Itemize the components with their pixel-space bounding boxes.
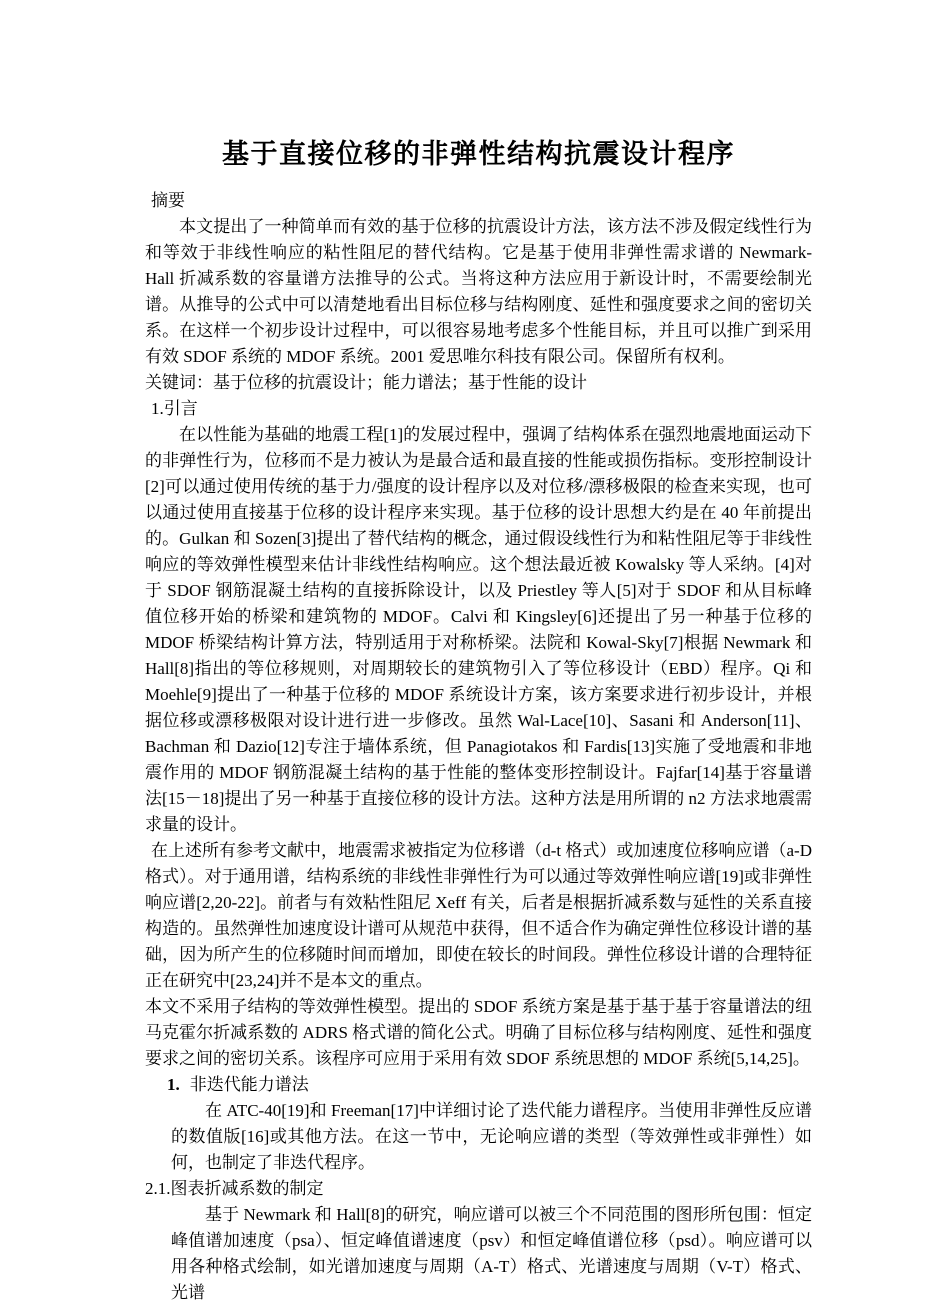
- capacity-spectrum-paragraph: 在 ATC-40[19]和 Freeman[17]中详细讨论了迭代能力谱程序。当使用非弹性反应谱的数值版[16]或其他方法。在这一节中，无论响应谱的类型（等效弹性或非弹性）如何，也制定了非迭代程序。: [171, 1101, 812, 1172]
- keywords-line: 关键词：基于位移的抗震设计；能力谱法；基于性能的设计: [145, 373, 587, 392]
- section-heading-capacity-spectrum: [145, 1072, 812, 1098]
- section-number: 1.: [167, 1075, 180, 1094]
- intro-paragraph-1: 在以性能为基础的地震工程[1]的发展过程中，强调了结构体系在强烈地震地面运动下的非弹性行为，位移而不是力被认为是最合适和最直接的性能或损伤指标。变形控制设计[2]可以通过使用传统的基于力/强度的设计程序以及对位移/漂移极限的检查来实现，也可以通过使用直接基于位移的设计程序来实现。基于位移的设计思想大约是在 40 年前提出的。Gulkan 和 Sozen[3]提出了替代结构的概念，通过假设线性行为和粘性阻尼等于非线性响应的等效弹性模型来估计非线性结构响应。这个想法最近被 Kowalsky 等人采纳。[4]对于 SDOF 钢筋混凝土结构的直接拆除设计，以及 Priestley 等人[5]对于 SDOF 和从目标峰值位移开始的桥梁和建筑物的 MDOF。Calvi 和 Kingsley[6]还提出了另一种基于位移的 MDOF 桥梁结构计算方法，特别适用于对称桥梁。法院和 Kowal-Sky[7]根据 Newmark 和 Hall[8]指出的等位移规则，对周期较长的建筑物引入了等位移设计（EBD）程序。Qi 和 Moehle[9]提出了一种基于位移的 MDOF 系统设计方案，该方案要求进行初步设计，并根据位移或漂移极限对设计进行进一步修改。虽然 Wal-Lace[10]、Sasani 和 Anderson[11]、Bachman 和 Dazio[12]专注于墙体系统，但 Panagiotakos 和 Fardis[13]实施了受地震和非地震作用的 MDOF 钢筋混凝土结构的基于性能的整体变形控制设计。Fajfar[14]基于容量谱法[15－18]提出了另一种基于直接位移的设计方法。这种方法是用所谓的 n2 方法求地震需求量的设计。: [145, 425, 812, 834]
- document-title: 基于直接位移的非弹性结构抗震设计程序: [222, 139, 735, 169]
- intro-paragraph-2: 在上述所有参考文献中，地震需求被指定为位移谱（d-t 格式）或加速度位移响应谱（a-D 格式）。对于通用谱，结构系统的非线性非弹性行为可以通过等效弹性响应谱[19]或非弹性响应谱[2,20-22]。前者与有效粘性阻尼 Xeff 有关，后者是根据折减系数与延性的关系直接构造的。虽然弹性加速度设计谱可从规范中获得，但不适合作为确定弹性位移设计谱的基础，因为所产生的位移随时间而增加，即使在较长的时间段。弹性位移设计谱的合理特征正在研究中[23,24]并不是本文的重点。: [145, 841, 812, 990]
- abstract-paragraph: 本文提出了一种简单而有效的基于位移的抗震设计方法，该方法不涉及假定线性行为和等效于非线性响应的粘性阻尼的替代结构。它是基于使用非弹性需求谱的 Newmark-Hall 折减系数的容量谱方法推导的公式。当将这种方法应用于新设计时，不需要绘制光谱。从推导的公式中可以清楚地看出目标位移与结构刚度、延性和强度要求之间的密切关系。在这样一个初步设计过程中，可以很容易地考虑多个性能目标，并且可以推广到采用有效 SDOF 系统的 MDOF 系统。2001 爱思唯尔科技有限公司。保留所有权利。: [145, 217, 812, 366]
- section-heading-introduction: 1.引言: [151, 399, 198, 418]
- reduction-factors-paragraph: 基于 Newmark 和 Hall[8]的研究，响应谱可以被三个不同范围的图形所包围：恒定峰值谱加速度（psa）、恒定峰值谱速度（psv）和恒定峰值谱位移（psd）。响应谱可以用各种格式绘制，如光谱加速度与周期（A-T）格式、光谱速度与周期（V-T）格式、光谱: [171, 1205, 812, 1302]
- intro-paragraph-3: 本文不采用子结构的等效弹性模型。提出的 SDOF 系统方案是基于基于基于容量谱法的纽马克霍尔折减系数的 ADRS 格式谱的简化公式。明确了目标位移与结构刚度、延性和强度要求之间的密切关系。该程序可应用于采用有效 SDOF 系统思想的 MDOF 系统[5,14,25]。: [145, 997, 812, 1068]
- subsection-heading-reduction-factors: 2.1.图表折减系数的制定: [145, 1179, 324, 1198]
- abstract-label: 摘要: [151, 191, 185, 210]
- section-heading-text: 非迭代能力谱法: [189, 1075, 309, 1094]
